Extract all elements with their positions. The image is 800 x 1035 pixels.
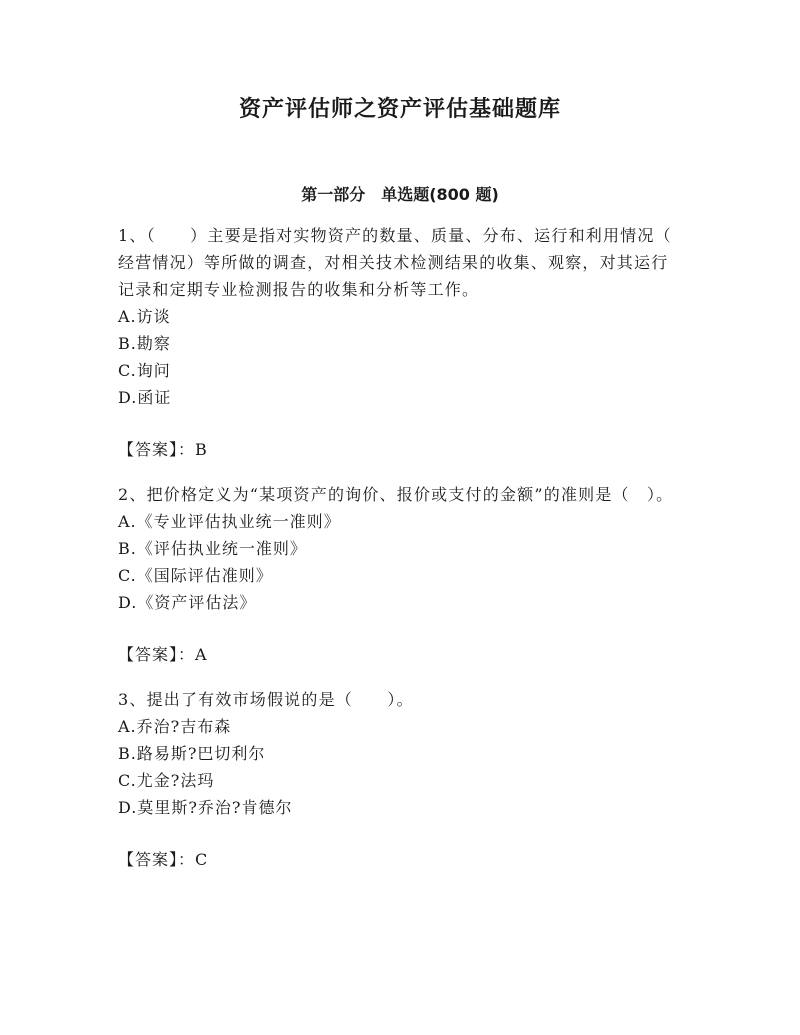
option-d: D.函证 <box>118 388 172 407</box>
option-a: A.乔治?吉布森 <box>118 717 232 736</box>
answer-value: C <box>195 850 209 869</box>
section-title: 第一部分 单选题(800 题) <box>301 185 499 204</box>
option-c: C.尤金?法玛 <box>118 771 215 790</box>
option-b: B.《评估执业统一准则》 <box>118 539 307 558</box>
question-2 <box>118 481 684 668</box>
question-3 <box>118 686 684 873</box>
option-d: D.《资产评估法》 <box>118 593 257 612</box>
answer-label: 【答案】： <box>118 645 196 664</box>
question-text: 3、提出了有效市场假说的是（ ）。 <box>118 690 414 709</box>
answer-label: 【答案】： <box>118 850 196 869</box>
option-a: A.访谈 <box>118 307 171 326</box>
question-text: 2、把价格定义为“某项资产的询价、报价或支付的金额”的准则是（ ）。 <box>118 485 674 504</box>
answer-value: A <box>195 645 208 664</box>
option-d: D.莫里斯?乔治?肯德尔 <box>118 798 293 817</box>
question-list <box>118 222 696 891</box>
answer-line <box>118 436 684 463</box>
option-b: B.路易斯?巴切利尔 <box>118 744 266 763</box>
question-text: 1、（ ）主要是指对实物资产的数量、质量、分布、运行和利用情况（ 经营情况）等所做的调查，对相关技术检测结果的收集、观察，对其运行记录和定期专业检测报告的收集和分析等工作。 <box>118 226 696 299</box>
option-a: A.《专业评估执业统一准则》 <box>118 512 341 531</box>
option-c: C.《国际评估准则》 <box>118 566 273 585</box>
option-b: B.勘察 <box>118 334 171 353</box>
question-1 <box>118 222 696 463</box>
answer-value: B <box>195 440 208 459</box>
answer-label: 【答案】： <box>118 440 196 459</box>
answer-line <box>118 641 684 668</box>
document-title: 资产评估师之资产评估基础题库 <box>238 97 561 122</box>
answer-line <box>118 846 684 873</box>
option-c: C.询问 <box>118 361 171 380</box>
